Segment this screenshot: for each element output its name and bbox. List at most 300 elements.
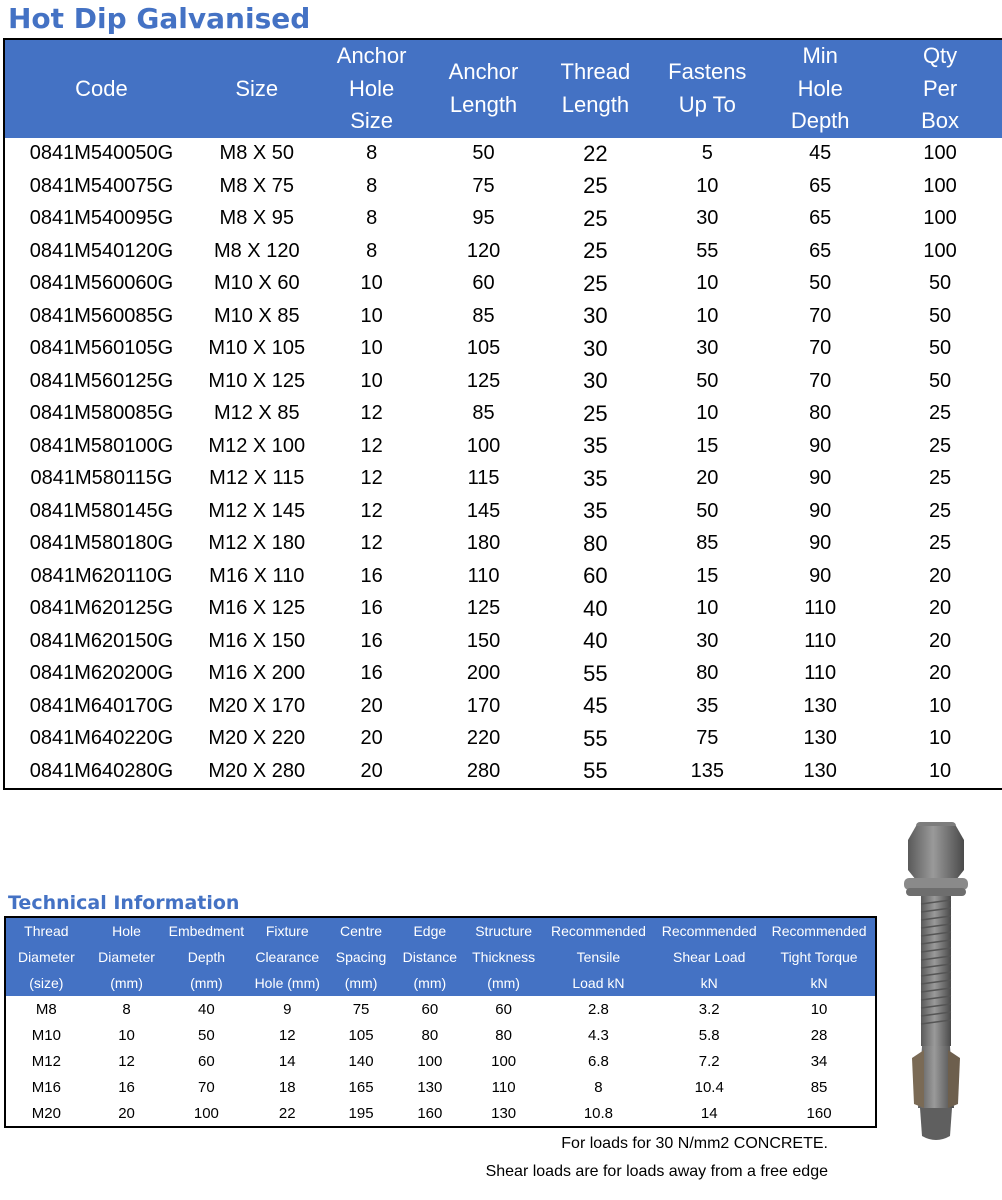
- table-cell: 22: [278, 1104, 296, 1122]
- table-cell: 25: [583, 400, 608, 426]
- column-header: [246, 917, 328, 996]
- column-header: [428, 39, 540, 138]
- table-cell: 80: [421, 1026, 439, 1044]
- table-cell: 60: [421, 1000, 439, 1018]
- column-header-line: Depth: [790, 108, 850, 133]
- table-cell: 55: [583, 758, 608, 784]
- table-cell: 25: [928, 532, 952, 555]
- table-cell: 16: [360, 629, 383, 652]
- column-header-line: Spacing: [335, 949, 387, 965]
- table-cell: 35: [696, 694, 719, 717]
- table-cell: 0841M640220G: [29, 727, 174, 750]
- table-cell: 80: [696, 662, 719, 685]
- column-header-line: Structure: [475, 923, 533, 939]
- table-cell: M16 X 125: [208, 597, 306, 620]
- column-header-line: Up To: [678, 91, 736, 117]
- table-cell: 110: [804, 597, 837, 620]
- table-cell: 55: [696, 239, 719, 262]
- table-cell: 25: [928, 499, 952, 522]
- table-cell: 0841M620125G: [29, 597, 174, 620]
- table-cell: 120: [466, 239, 501, 262]
- table-cell: 140: [348, 1052, 374, 1070]
- column-header: [87, 917, 167, 996]
- table-cell: 12: [360, 434, 383, 457]
- table-cell: 70: [198, 1078, 215, 1096]
- table-cell: 12: [360, 467, 383, 490]
- table-cell: 30: [583, 303, 608, 329]
- table-cell: 105: [348, 1026, 374, 1044]
- column-header-line: Embedment: [168, 923, 245, 939]
- column-header: [394, 917, 466, 996]
- table-cell: 12: [360, 532, 383, 555]
- table-cell: 25: [583, 238, 608, 264]
- page-title: Hot Dip Galvanised: [8, 2, 311, 35]
- table-cell: 5.8: [698, 1026, 720, 1044]
- table-cell: 90: [809, 434, 832, 457]
- column-header-line: Hole: [112, 923, 141, 939]
- table-cell: 135: [690, 759, 724, 782]
- table-cell: 14: [700, 1104, 718, 1122]
- table-cell: M8: [35, 1000, 57, 1018]
- table-cell: 25: [928, 467, 952, 490]
- table-cell: 145: [466, 499, 501, 522]
- table-cell: 60: [495, 1000, 512, 1018]
- table-cell: 10: [928, 694, 952, 717]
- table-cell: 50: [928, 337, 952, 360]
- table-cell: 0841M540120G: [29, 239, 174, 262]
- table-row: [4, 203, 1002, 236]
- product-table: [3, 38, 1002, 790]
- note-line: For loads for 30 N/mm2 CONCRETE.: [561, 1135, 828, 1152]
- table-cell: 80: [809, 402, 832, 425]
- table-cell: 50: [198, 1026, 215, 1044]
- table-row: [4, 268, 1002, 301]
- table-cell: 25: [583, 270, 608, 296]
- table-cell: 110: [804, 629, 837, 652]
- table-cell: 20: [118, 1104, 135, 1122]
- table-cell: 180: [466, 532, 501, 555]
- table-cell: 28: [810, 1026, 828, 1044]
- table-row: [4, 463, 1002, 496]
- table-row: [4, 300, 1002, 333]
- table-row: [4, 333, 1002, 366]
- table-cell: 70: [809, 369, 832, 392]
- notes: [486, 1130, 828, 1186]
- table-cell: 12: [360, 402, 383, 425]
- table-cell: 45: [583, 693, 608, 719]
- table-cell: 8: [366, 142, 378, 165]
- column-header: [198, 39, 316, 138]
- table-cell: 115: [467, 467, 500, 490]
- tech-info-header: [5, 917, 876, 996]
- table-cell: 35: [583, 498, 608, 524]
- column-header-line: Anchor: [336, 43, 407, 68]
- column-header-line: Clearance: [255, 949, 320, 965]
- table-cell: 30: [696, 629, 719, 652]
- table-cell: 165: [348, 1078, 374, 1096]
- table-cell: 5: [701, 142, 713, 165]
- table-cell: 16: [360, 662, 383, 685]
- table-cell: 90: [809, 564, 832, 587]
- table-cell: 100: [491, 1052, 517, 1070]
- table-cell: 220: [466, 727, 501, 750]
- table-row: [4, 365, 1002, 398]
- column-header: [328, 917, 394, 996]
- table-cell: 85: [810, 1078, 828, 1096]
- table-cell: 25: [583, 205, 608, 231]
- column-header-line: Edge: [413, 923, 447, 939]
- table-cell: 280: [466, 759, 501, 782]
- table-cell: M10: [31, 1026, 61, 1044]
- table-cell: 90: [809, 467, 832, 490]
- table-cell: 80: [583, 530, 608, 556]
- column-header-line: Recommended: [661, 923, 757, 939]
- column-header-line: Recommended: [550, 923, 646, 939]
- table-cell: 70: [809, 337, 832, 360]
- table-cell: 0841M540095G: [29, 207, 174, 230]
- table-cell: 130: [417, 1078, 443, 1096]
- table-cell: 3.2: [698, 1000, 720, 1018]
- table-cell: 16: [360, 597, 383, 620]
- table-cell: 10: [696, 174, 719, 197]
- table-cell: 0841M580145G: [29, 499, 174, 522]
- column-header: [539, 39, 651, 138]
- table-cell: 4.3: [588, 1026, 609, 1044]
- table-cell: 7.2: [698, 1052, 720, 1070]
- column-header-line: kN: [700, 975, 718, 991]
- table-cell: 40: [198, 1000, 215, 1018]
- table-cell: 25: [928, 434, 952, 457]
- table-row: [5, 1100, 876, 1127]
- table-cell: 12: [118, 1052, 135, 1070]
- table-cell: 110: [804, 662, 837, 685]
- table-cell: 9: [283, 1000, 292, 1018]
- table-cell: 0841M560125G: [29, 369, 174, 392]
- table-cell: 85: [472, 304, 495, 327]
- table-cell: 10: [360, 272, 383, 295]
- table-cell: 8: [594, 1078, 603, 1096]
- table-cell: 0841M640170G: [29, 694, 174, 717]
- column-header-line: Code: [75, 75, 128, 101]
- table-cell: 10: [696, 597, 719, 620]
- table-cell: 0841M560105G: [29, 337, 174, 360]
- column-header-line: Anchor: [448, 59, 519, 85]
- table-cell: 30: [583, 335, 608, 361]
- table-cell: 170: [466, 694, 501, 717]
- column-header-line: Min: [802, 43, 838, 68]
- table-cell: 0841M620110G: [30, 564, 173, 587]
- table-cell: 10: [696, 304, 719, 327]
- table-row: [4, 235, 1002, 268]
- product-table-header: [4, 39, 1002, 138]
- table-cell: M16: [31, 1078, 61, 1096]
- column-header-line: Shear Load: [673, 949, 746, 965]
- table-cell: M20 X 170: [208, 694, 306, 717]
- table-cell: 90: [809, 499, 832, 522]
- table-cell: 20: [928, 629, 952, 652]
- column-header-line: (mm): [413, 975, 447, 991]
- table-cell: 75: [472, 174, 495, 197]
- table-cell: 125: [466, 597, 501, 620]
- table-cell: 18: [278, 1078, 296, 1096]
- table-cell: 50: [928, 304, 952, 327]
- column-header: [651, 39, 763, 138]
- table-cell: M16 X 150: [208, 629, 306, 652]
- table-cell: 50: [928, 272, 952, 295]
- table-cell: 20: [360, 694, 383, 717]
- table-cell: M16 X 110: [209, 564, 305, 587]
- column-header-line: Length: [561, 91, 630, 117]
- table-row: [4, 138, 1002, 171]
- column-header-line: Thickness: [472, 949, 536, 965]
- table-cell: M20: [31, 1104, 61, 1122]
- table-cell: 105: [466, 337, 501, 360]
- column-header-line: kN: [810, 975, 828, 991]
- table-cell: 100: [923, 142, 957, 165]
- table-cell: 45: [809, 142, 832, 165]
- column-header-line: Length: [449, 91, 518, 117]
- table-cell: 8: [366, 239, 378, 262]
- table-cell: 100: [466, 434, 501, 457]
- column-header: [466, 917, 542, 996]
- table-cell: 110: [491, 1078, 516, 1096]
- table-cell: 95: [472, 207, 495, 230]
- table-cell: 50: [696, 499, 719, 522]
- table-cell: 20: [696, 467, 719, 490]
- table-cell: 10: [696, 402, 719, 425]
- table-row: [4, 495, 1002, 528]
- table-cell: 60: [198, 1052, 215, 1070]
- column-header-line: Hole: [797, 75, 843, 101]
- table-cell: 130: [803, 694, 837, 717]
- table-cell: 0841M580100G: [29, 434, 174, 457]
- column-header-line: Centre: [340, 923, 383, 939]
- table-row: [5, 1022, 876, 1048]
- table-cell: 25: [583, 173, 608, 199]
- table-cell: 50: [696, 369, 719, 392]
- column-header-line: Distance: [402, 949, 458, 965]
- table-cell: 65: [809, 207, 832, 230]
- table-cell: M10 X 105: [208, 337, 306, 360]
- table-cell: 0841M560085G: [29, 304, 174, 327]
- table-cell: 15: [696, 434, 719, 457]
- column-header: [763, 917, 876, 996]
- table-cell: 0841M540050G: [29, 142, 174, 165]
- table-cell: 160: [806, 1104, 832, 1122]
- table-cell: 110: [467, 564, 500, 587]
- table-cell: 16: [118, 1078, 135, 1096]
- table-cell: M12 X 85: [213, 402, 300, 425]
- column-header-line: Hole (mm): [254, 975, 320, 991]
- tech-info-title: Technical Information: [8, 892, 240, 914]
- column-header-line: Tensile: [576, 949, 621, 965]
- table-row: [4, 593, 1002, 626]
- table-cell: 34: [810, 1052, 828, 1070]
- table-cell: 0841M620150G: [29, 629, 174, 652]
- table-cell: M10 X 85: [213, 304, 300, 327]
- column-header-line: Fastens: [668, 59, 747, 85]
- column-header-line: (mm): [110, 975, 143, 991]
- table-cell: 50: [928, 369, 952, 392]
- table-cell: 60: [583, 563, 608, 589]
- table-cell: 8: [366, 207, 378, 230]
- table-cell: 0841M640280G: [29, 759, 174, 782]
- table-cell: M12 X 115: [209, 467, 305, 490]
- table-cell: 12: [360, 499, 383, 522]
- table-cell: 20: [928, 564, 952, 587]
- column-header-line: Per: [922, 75, 958, 101]
- table-cell: 65: [809, 174, 832, 197]
- table-cell: 0841M540075G: [29, 174, 174, 197]
- column-header-line: Size: [235, 75, 279, 101]
- column-header-line: Thread: [560, 59, 631, 85]
- tech-info-table: [4, 916, 877, 1128]
- table-cell: 10: [118, 1026, 135, 1044]
- column-header-line: Diameter: [17, 949, 75, 965]
- table-row: [4, 723, 1002, 756]
- table-cell: M8 X 120: [213, 239, 300, 262]
- column-header: [5, 917, 87, 996]
- table-cell: 75: [696, 727, 719, 750]
- column-header-line: Qty: [922, 43, 958, 68]
- table-cell: 0841M580085G: [29, 402, 174, 425]
- table-cell: 100: [193, 1104, 219, 1122]
- table-cell: M12: [31, 1052, 61, 1070]
- table-cell: 22: [583, 140, 608, 166]
- table-cell: 100: [923, 207, 957, 230]
- table-cell: M8 X 50: [219, 142, 295, 165]
- anchor-bolt-icon: [898, 818, 974, 1150]
- table-row: [4, 658, 1002, 691]
- table-cell: 10: [928, 727, 952, 750]
- table-cell: 35: [583, 465, 608, 491]
- table-row: [5, 1074, 876, 1100]
- column-header-line: Box: [921, 108, 960, 133]
- table-row: [4, 560, 1002, 593]
- table-cell: 195: [348, 1104, 374, 1122]
- table-cell: M8 X 75: [219, 174, 295, 197]
- table-cell: M20 X 280: [208, 759, 306, 782]
- table-cell: M10 X 125: [208, 369, 306, 392]
- table-cell: 55: [583, 725, 608, 751]
- table-cell: 130: [491, 1104, 517, 1122]
- table-cell: 100: [923, 174, 957, 197]
- table-cell: 40: [583, 595, 608, 621]
- table-cell: 100: [417, 1052, 443, 1070]
- table-cell: 35: [583, 433, 608, 459]
- table-cell: M16 X 200: [208, 662, 306, 685]
- table-row: [5, 996, 876, 1022]
- column-header-line: (mm): [487, 975, 520, 991]
- table-cell: 8: [122, 1000, 131, 1018]
- table-cell: 15: [696, 564, 719, 587]
- table-cell: 0841M580115G: [30, 467, 173, 490]
- column-header: [4, 39, 198, 138]
- column-header-line: Hole: [349, 75, 395, 101]
- table-cell: 10.4: [694, 1078, 724, 1096]
- column-header: [166, 917, 246, 996]
- table-cell: 55: [583, 660, 608, 686]
- table-cell: 14: [278, 1052, 296, 1070]
- column-header-line: Diameter: [98, 949, 155, 965]
- table-cell: 0841M580180G: [29, 532, 174, 555]
- table-cell: 20: [928, 662, 952, 685]
- table-cell: 80: [495, 1026, 512, 1044]
- table-cell: 10: [928, 759, 952, 782]
- table-row: [4, 430, 1002, 463]
- column-header-line: Fixture: [265, 923, 309, 939]
- table-cell: 40: [583, 628, 608, 654]
- column-header-line: Load kN: [572, 975, 625, 991]
- column-header: [655, 917, 763, 996]
- table-cell: 150: [466, 629, 501, 652]
- table-cell: 200: [466, 662, 501, 685]
- table-cell: 25: [928, 402, 952, 425]
- table-cell: 70: [809, 304, 832, 327]
- table-cell: 10: [696, 272, 719, 295]
- table-cell: M8 X 95: [219, 207, 295, 230]
- table-cell: 16: [360, 564, 383, 587]
- column-header-line: (mm): [344, 975, 378, 991]
- column-header-line: Tight Torque: [780, 949, 858, 965]
- table-row: [4, 528, 1002, 561]
- table-cell: 90: [809, 532, 832, 555]
- column-header: [316, 39, 428, 138]
- table-cell: 160: [417, 1104, 443, 1122]
- table-cell: 20: [928, 597, 952, 620]
- table-cell: 10: [360, 304, 383, 327]
- table-cell: 0841M560060G: [29, 272, 174, 295]
- table-cell: 100: [923, 239, 957, 262]
- table-cell: 10.8: [583, 1104, 614, 1122]
- table-cell: 0841M620200G: [29, 662, 174, 685]
- table-cell: 85: [472, 402, 495, 425]
- table-cell: 10: [810, 1000, 828, 1018]
- table-cell: M10 X 60: [213, 272, 300, 295]
- table-cell: 30: [583, 368, 608, 394]
- table-cell: 50: [472, 142, 495, 165]
- table-cell: 85: [696, 532, 719, 555]
- table-row: [4, 690, 1002, 723]
- table-cell: 6.8: [588, 1052, 609, 1070]
- table-cell: 125: [466, 369, 501, 392]
- table-cell: 20: [360, 727, 383, 750]
- table-row: [4, 755, 1002, 789]
- column-header-line: Size: [350, 108, 394, 133]
- column-header-line: (mm): [190, 975, 223, 991]
- table-cell: 12: [278, 1026, 296, 1044]
- table-cell: 130: [803, 727, 837, 750]
- column-header-line: Depth: [187, 949, 226, 965]
- table-cell: M20 X 220: [208, 727, 306, 750]
- column-header: [763, 39, 877, 138]
- table-cell: 10: [360, 337, 383, 360]
- table-row: [4, 170, 1002, 203]
- table-cell: 20: [360, 759, 383, 782]
- table-cell: 65: [809, 239, 832, 262]
- table-cell: M12 X 145: [208, 499, 306, 522]
- table-cell: 10: [360, 369, 383, 392]
- table-cell: 2.8: [588, 1000, 609, 1018]
- table-cell: 130: [803, 759, 837, 782]
- table-row: [4, 625, 1002, 658]
- table-cell: 60: [472, 272, 495, 295]
- column-header-line: (size): [29, 975, 64, 991]
- table-cell: M12 X 100: [208, 434, 306, 457]
- table-cell: 30: [696, 337, 719, 360]
- column-header-line: Thread: [24, 923, 69, 939]
- column-header: [542, 917, 656, 996]
